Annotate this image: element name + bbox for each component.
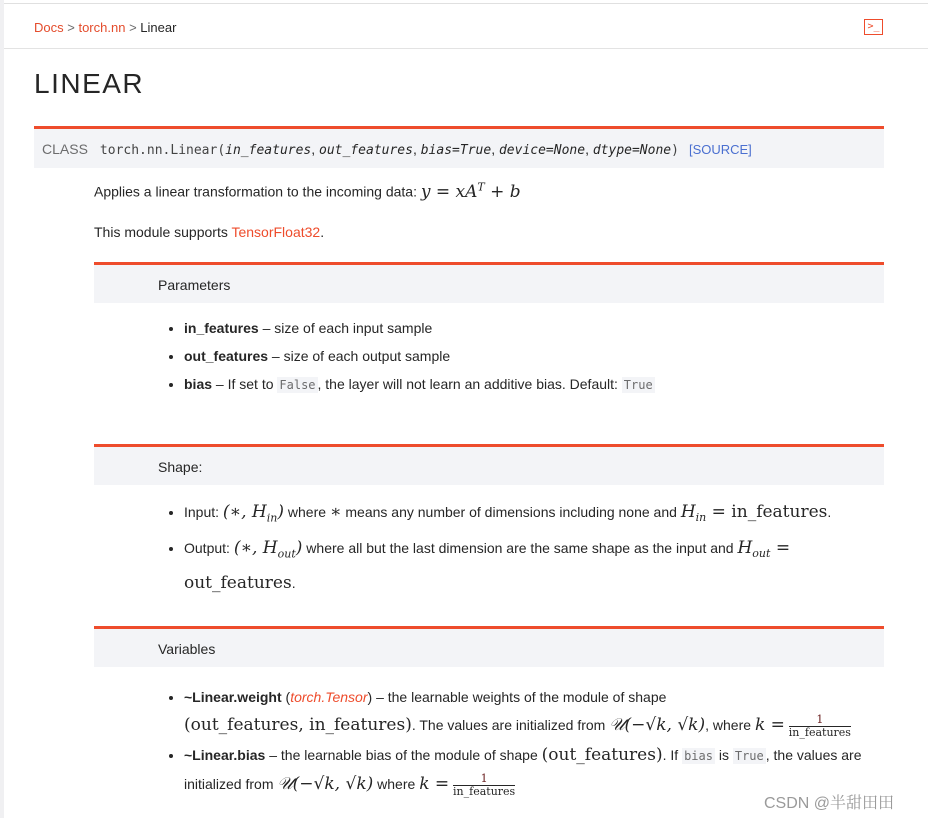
tf32-note [94,224,324,240]
math: 𝒰(−√k, √k) [609,715,706,735]
math: k = [419,774,450,794]
math: (out_features, in_features) [184,715,412,735]
description [94,180,521,202]
param-name: out_features [184,348,269,364]
list-item [184,683,884,739]
shape-heading: Shape: [158,459,203,475]
list-item [184,319,884,338]
param-in-features: in_features [225,143,312,158]
parameters-header [94,262,884,303]
formula-main: y = xA [420,181,478,202]
math: (∗, H [233,538,278,559]
breadcrumb-sep: > [67,20,75,35]
text: . [291,574,296,591]
breadcrumb-torch-nn[interactable]: torch.nn [78,20,126,35]
code-true: True [734,749,764,763]
numerator: 1 [789,714,851,727]
denominator: in_features [788,725,851,739]
code-false: False [279,378,316,392]
text: means any number of dimensions including none and [341,504,681,520]
math: H [737,538,753,559]
math-sub: in [266,511,278,525]
numerator: 1 [453,773,515,786]
text: – the learnable weights of the module of shape [372,689,667,705]
math-sub: out [277,547,296,561]
math: (∗, H [222,502,267,522]
shape-header [94,444,884,485]
param-out-features: out_features [319,143,413,158]
header-divider [4,48,928,49]
text: ) [367,689,373,705]
math: ) [277,502,284,522]
math: H [680,502,696,522]
description-text: Applies a linear transformation to the incoming data: [94,183,417,200]
math-sub: out [752,547,771,561]
param-device: device=None [498,143,586,158]
breadcrumb-current: Linear [140,20,177,35]
formula-sup: T [477,180,485,193]
fraction [789,714,851,739]
left-gutter [0,0,4,818]
top-border [4,3,928,4]
formula-end: + b [484,181,521,202]
fraction [453,773,515,798]
terminal-icon[interactable]: >_ [864,19,883,35]
text: is [714,747,733,763]
text: where [373,776,420,792]
param-desc: , the layer will not learn an additive bias. Default: [317,376,622,392]
math: = in_features [706,502,828,522]
tensorfloat32-link[interactable]: TensorFloat32 [231,224,321,240]
code-bias: bias [684,749,713,763]
formula [421,182,521,202]
class-name: torch.nn.Linear( [99,143,226,158]
list-item [184,534,884,596]
output-label: Output: [184,540,234,557]
list-item [184,347,884,366]
param-desc: – If set to [212,376,278,392]
tf32-end: . [320,224,325,240]
text: where all but the last dimension are the same shape as the input and [302,540,738,557]
param-desc: – size of each output sample [268,348,451,364]
list-item [184,498,884,532]
input-label: Input: [184,504,223,520]
parameters-heading: Parameters [158,277,231,293]
breadcrumb-sep: > [129,20,137,35]
variables-header [94,626,884,667]
class-signature: CLASS torch.nn.Linear(in_features, out_features, bias=True, device=None, dtype=None) [SOURCE] [34,126,884,168]
text: . If [662,747,683,763]
param-dtype: dtype=None [592,143,672,158]
text: ( [281,689,291,705]
param-name: in_features [184,320,259,336]
code-true: True [623,378,653,392]
source-link[interactable]: [SOURCE] [688,142,752,157]
param-bias: bias=True [420,143,492,158]
param-name: bias [184,376,213,392]
math: (out_features) [541,745,663,765]
var-name: ~Linear.bias [184,747,266,763]
math: 𝒰(−√k, √k) [277,774,374,794]
parameters-list [166,319,884,404]
text: , the values are initialized from [184,747,862,792]
breadcrumb-docs[interactable]: Docs [34,20,64,35]
param-desc: – size of each input sample [258,320,433,336]
text: , where [705,717,755,733]
list-item [184,375,884,395]
text: – the learnable bias of the module of shape [265,747,542,763]
text: . [827,504,832,520]
var-name: ~Linear.weight [184,689,282,705]
text: . The values are initialized from [411,717,610,733]
close-paren: ) [671,143,679,158]
class-label: CLASS [42,141,88,157]
watermark: CSDN @半甜田田 [764,795,895,812]
tensor-link[interactable]: torch.Tensor [290,689,368,705]
math-sub: in [695,510,707,524]
variables-heading: Variables [158,641,216,657]
tf32-text: This module supports [94,224,232,240]
math: ∗ [329,502,342,522]
math: k = [754,715,785,735]
text: where [284,504,330,520]
breadcrumb [34,20,176,35]
math: ) [295,538,303,559]
math: = out_features [184,538,791,593]
variables-list [166,683,884,800]
shape-list [166,498,884,599]
denominator: in_features [453,784,516,798]
page-title: LINEAR [34,68,145,99]
